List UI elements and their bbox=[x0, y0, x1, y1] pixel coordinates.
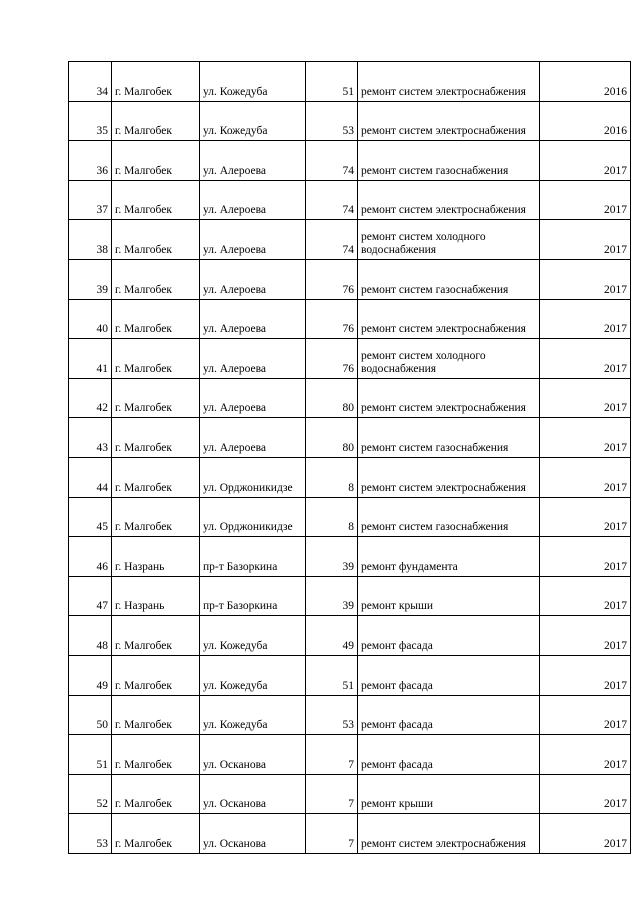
table-row bbox=[69, 62, 631, 102]
street-cell: ул. Алероева bbox=[200, 299, 306, 339]
year-cell: 2016 bbox=[540, 62, 631, 102]
street-cell: пр-т Базоркина bbox=[200, 537, 306, 577]
row-number: 36 bbox=[69, 141, 112, 181]
street-cell: ул. Алероева bbox=[200, 259, 306, 299]
city-cell: г. Назрань bbox=[112, 537, 200, 577]
house-number-cell: 51 bbox=[306, 655, 358, 695]
house-number-cell: 39 bbox=[306, 576, 358, 616]
house-number-cell: 76 bbox=[306, 299, 358, 339]
table-row bbox=[69, 141, 631, 181]
city-cell: г. Малгобек bbox=[112, 774, 200, 814]
year-cell: 2017 bbox=[540, 299, 631, 339]
house-number-cell: 74 bbox=[306, 141, 358, 181]
house-number-cell: 39 bbox=[306, 537, 358, 577]
street-cell: ул. Кожедуба bbox=[200, 101, 306, 141]
table-row bbox=[69, 101, 631, 141]
row-number: 41 bbox=[69, 339, 112, 379]
house-number-cell: 53 bbox=[306, 101, 358, 141]
street-cell: ул. Осканова bbox=[200, 735, 306, 775]
street-cell: ул. Осканова bbox=[200, 774, 306, 814]
city-cell: г. Малгобек bbox=[112, 180, 200, 220]
table-row bbox=[69, 616, 631, 656]
street-cell: ул. Алероева bbox=[200, 220, 306, 260]
year-cell: 2017 bbox=[540, 695, 631, 735]
street-cell: ул. Кожедуба bbox=[200, 695, 306, 735]
work-type-cell: ремонт систем газоснабжения bbox=[358, 259, 540, 299]
work-type-cell: ремонт систем электроснабжения bbox=[358, 101, 540, 141]
table-row bbox=[69, 418, 631, 458]
year-cell: 2017 bbox=[540, 141, 631, 181]
table-row bbox=[69, 220, 631, 260]
row-number: 34 bbox=[69, 62, 112, 102]
table-row bbox=[69, 576, 631, 616]
city-cell: г. Малгобек bbox=[112, 497, 200, 537]
work-type-cell: ремонт систем электроснабжения bbox=[358, 180, 540, 220]
work-type-cell: ремонт систем электроснабжения bbox=[358, 299, 540, 339]
city-cell: г. Малгобек bbox=[112, 814, 200, 854]
year-cell: 2017 bbox=[540, 457, 631, 497]
house-number-cell: 8 bbox=[306, 457, 358, 497]
city-cell: г. Малгобек bbox=[112, 616, 200, 656]
work-type-cell: ремонт систем электроснабжения bbox=[358, 62, 540, 102]
work-type-cell: ремонт систем газоснабжения bbox=[358, 497, 540, 537]
row-number: 46 bbox=[69, 537, 112, 577]
year-cell: 2017 bbox=[540, 616, 631, 656]
table-row bbox=[69, 497, 631, 537]
city-cell: г. Малгобек bbox=[112, 735, 200, 775]
table-row bbox=[69, 180, 631, 220]
house-number-cell: 74 bbox=[306, 180, 358, 220]
table-row bbox=[69, 814, 631, 854]
row-number: 49 bbox=[69, 655, 112, 695]
table-body bbox=[69, 62, 631, 854]
year-cell: 2016 bbox=[540, 101, 631, 141]
city-cell: г. Малгобек bbox=[112, 220, 200, 260]
house-number-cell: 7 bbox=[306, 814, 358, 854]
house-number-cell: 51 bbox=[306, 62, 358, 102]
work-type-cell: ремонт фасада bbox=[358, 735, 540, 775]
street-cell: ул. Кожедуба bbox=[200, 655, 306, 695]
table-row bbox=[69, 299, 631, 339]
row-number: 50 bbox=[69, 695, 112, 735]
street-cell: ул. Алероева bbox=[200, 180, 306, 220]
year-cell: 2017 bbox=[540, 259, 631, 299]
house-number-cell: 49 bbox=[306, 616, 358, 656]
year-cell: 2017 bbox=[540, 418, 631, 458]
row-number: 44 bbox=[69, 457, 112, 497]
work-type-cell: ремонт фасада bbox=[358, 695, 540, 735]
street-cell: ул. Алероева bbox=[200, 418, 306, 458]
table-row bbox=[69, 537, 631, 577]
row-number: 37 bbox=[69, 180, 112, 220]
table-row bbox=[69, 259, 631, 299]
year-cell: 2017 bbox=[540, 735, 631, 775]
year-cell: 2017 bbox=[540, 378, 631, 418]
house-number-cell: 74 bbox=[306, 220, 358, 260]
work-type-cell: ремонт фундамента bbox=[358, 537, 540, 577]
year-cell: 2017 bbox=[540, 814, 631, 854]
row-number: 45 bbox=[69, 497, 112, 537]
row-number: 35 bbox=[69, 101, 112, 141]
year-cell: 2017 bbox=[540, 497, 631, 537]
street-cell: ул. Кожедуба bbox=[200, 616, 306, 656]
city-cell: г. Малгобек bbox=[112, 378, 200, 418]
table-row bbox=[69, 457, 631, 497]
city-cell: г. Малгобек bbox=[112, 101, 200, 141]
year-cell: 2017 bbox=[540, 576, 631, 616]
work-type-cell: ремонт систем газоснабжения bbox=[358, 418, 540, 458]
row-number: 52 bbox=[69, 774, 112, 814]
work-type-cell: ремонт систем холодного водоснабжения bbox=[358, 339, 540, 379]
street-cell: ул. Алероева bbox=[200, 378, 306, 418]
year-cell: 2017 bbox=[540, 339, 631, 379]
city-cell: г. Малгобек bbox=[112, 457, 200, 497]
row-number: 53 bbox=[69, 814, 112, 854]
city-cell: г. Малгобек bbox=[112, 62, 200, 102]
city-cell: г. Малгобек bbox=[112, 655, 200, 695]
table-row bbox=[69, 695, 631, 735]
work-type-cell: ремонт фасада bbox=[358, 655, 540, 695]
work-type-cell: ремонт систем газоснабжения bbox=[358, 141, 540, 181]
house-number-cell: 8 bbox=[306, 497, 358, 537]
year-cell: 2017 bbox=[540, 180, 631, 220]
table-row bbox=[69, 655, 631, 695]
street-cell: ул. Алероева bbox=[200, 339, 306, 379]
city-cell: г. Малгобек bbox=[112, 695, 200, 735]
house-number-cell: 80 bbox=[306, 378, 358, 418]
house-number-cell: 80 bbox=[306, 418, 358, 458]
row-number: 40 bbox=[69, 299, 112, 339]
house-number-cell: 53 bbox=[306, 695, 358, 735]
city-cell: г. Малгобек bbox=[112, 259, 200, 299]
table-row bbox=[69, 378, 631, 418]
table-row bbox=[69, 339, 631, 379]
row-number: 43 bbox=[69, 418, 112, 458]
house-number-cell: 7 bbox=[306, 774, 358, 814]
street-cell: ул. Орджоникидзе bbox=[200, 457, 306, 497]
row-number: 42 bbox=[69, 378, 112, 418]
street-cell: ул. Алероева bbox=[200, 141, 306, 181]
row-number: 39 bbox=[69, 259, 112, 299]
city-cell: г. Малгобек bbox=[112, 299, 200, 339]
year-cell: 2017 bbox=[540, 220, 631, 260]
year-cell: 2017 bbox=[540, 774, 631, 814]
city-cell: г. Малгобек bbox=[112, 418, 200, 458]
work-type-cell: ремонт систем электроснабжения bbox=[358, 378, 540, 418]
house-number-cell: 76 bbox=[306, 339, 358, 379]
city-cell: г. Малгобек bbox=[112, 141, 200, 181]
year-cell: 2017 bbox=[540, 537, 631, 577]
year-cell: 2017 bbox=[540, 655, 631, 695]
house-number-cell: 7 bbox=[306, 735, 358, 775]
street-cell: ул. Кожедуба bbox=[200, 62, 306, 102]
street-cell: пр-т Базоркина bbox=[200, 576, 306, 616]
row-number: 48 bbox=[69, 616, 112, 656]
row-number: 47 bbox=[69, 576, 112, 616]
row-number: 38 bbox=[69, 220, 112, 260]
work-type-cell: ремонт систем электроснабжения bbox=[358, 814, 540, 854]
work-type-cell: ремонт систем холодного водоснабжения bbox=[358, 220, 540, 260]
repair-schedule-table bbox=[68, 61, 631, 854]
work-type-cell: ремонт фасада bbox=[358, 616, 540, 656]
table-row bbox=[69, 774, 631, 814]
city-cell: г. Малгобек bbox=[112, 339, 200, 379]
street-cell: ул. Осканова bbox=[200, 814, 306, 854]
street-cell: ул. Орджоникидзе bbox=[200, 497, 306, 537]
work-type-cell: ремонт крыши bbox=[358, 774, 540, 814]
work-type-cell: ремонт систем электроснабжения bbox=[358, 457, 540, 497]
city-cell: г. Назрань bbox=[112, 576, 200, 616]
row-number: 51 bbox=[69, 735, 112, 775]
table-row bbox=[69, 735, 631, 775]
house-number-cell: 76 bbox=[306, 259, 358, 299]
work-type-cell: ремонт крыши bbox=[358, 576, 540, 616]
